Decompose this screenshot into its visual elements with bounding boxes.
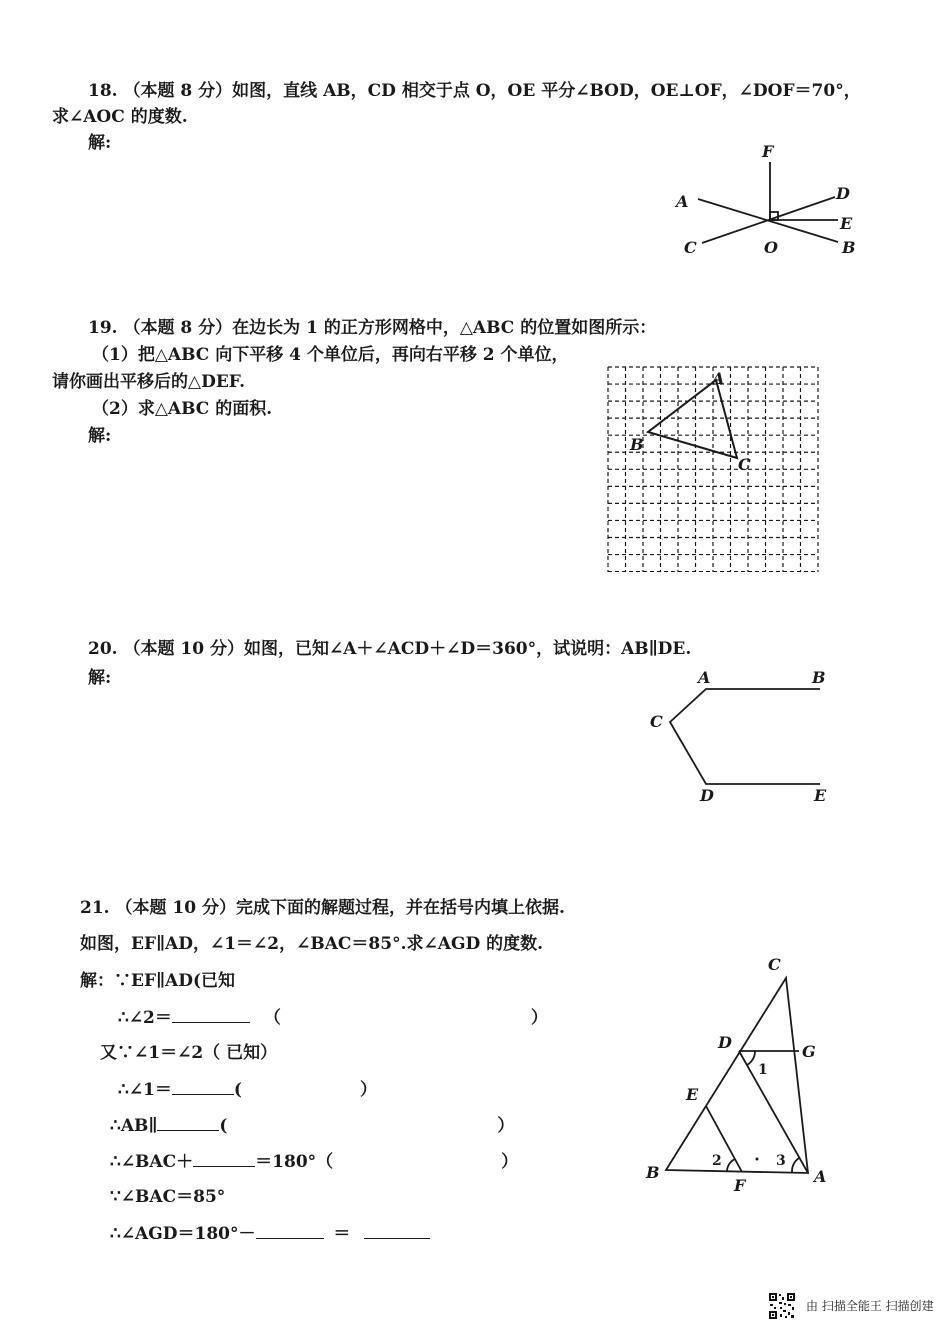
q20-label-b: B — [812, 668, 826, 687]
blank-2-angle[interactable] — [172, 1006, 250, 1023]
q21-step5 — [110, 1114, 514, 1137]
blank-4-angle[interactable] — [172, 1078, 234, 1095]
q18-label-d: D — [836, 184, 850, 203]
q21-step7: ∵∠BAC＝85° — [110, 1187, 226, 1207]
step6-text: ∴∠BAC＋ — [110, 1152, 194, 1172]
q21-step2 — [118, 1006, 548, 1029]
step6-paren-close: ） — [501, 1152, 519, 1172]
q21-label-angle-1: 1 — [758, 1062, 768, 1078]
blank-2-reason[interactable] — [281, 1007, 531, 1023]
q20-label-a: A — [698, 668, 711, 687]
step8-text: ∴∠AGD＝180°－ — [110, 1224, 256, 1244]
q19-answer-label: 解: — [88, 426, 112, 446]
blank-6-angle[interactable] — [193, 1150, 255, 1167]
step4-paren-close: ） — [359, 1080, 377, 1100]
q20-line1: 20. （本题 10 分）如图，已知∠A＋∠ACD＋∠D＝360°，试说明：AB∥DE. — [88, 639, 692, 659]
q21-label-angle-3: 3 — [776, 1153, 786, 1169]
step2-paren-open: （ — [263, 1008, 281, 1028]
blank-8-angle[interactable] — [256, 1222, 324, 1239]
step4-text: ∴∠1＝ — [118, 1080, 172, 1100]
step4-paren-open: ( — [233, 1080, 242, 1100]
scanner-footer: 由 扫描全能王 扫描创建 — [806, 1299, 934, 1313]
q20-figure — [640, 665, 840, 810]
q19-line4: （2）求△ABC 的面积. — [92, 399, 273, 419]
q20-label-c: C — [650, 712, 663, 731]
q21-line2: 如图，EF∥AD，∠1＝∠2，∠BAC＝85°.求∠AGD 的度数. — [80, 934, 544, 954]
angle-1-arc — [747, 1051, 755, 1065]
q21-label-e: E — [686, 1085, 699, 1104]
q21-step6 — [110, 1150, 518, 1173]
blank-6-reason[interactable] — [333, 1151, 501, 1167]
q18-label-a: A — [676, 192, 689, 211]
q18-line2: 求∠AOC 的度数. — [52, 107, 188, 127]
q19-line1: 19. （本题 8 分）在边长为 1 的正方形网格中，△ABC 的位置如图所示： — [88, 318, 657, 338]
q19-label-b: B — [630, 435, 644, 454]
triangle-abc — [666, 978, 808, 1173]
step5-paren-open: ( — [219, 1116, 228, 1136]
q18-figure — [670, 135, 870, 260]
step2-text: ∴∠2＝ — [118, 1008, 172, 1028]
angle-3-arc — [792, 1158, 799, 1172]
blank-5-reason[interactable] — [227, 1115, 497, 1131]
q19-line3: 请你画出平移后的△DEF. — [52, 372, 246, 392]
polyline-b-a-c-d-e — [670, 689, 820, 784]
q19-label-a: A — [712, 369, 725, 388]
q19-grid-figure — [600, 362, 830, 572]
q19-label-c: C — [738, 455, 751, 474]
blank-4-reason[interactable] — [242, 1079, 360, 1095]
q20-label-d: D — [700, 786, 714, 805]
step6-eq: ＝180°（ — [255, 1152, 334, 1172]
q21-label-a: A — [814, 1167, 827, 1186]
q20-label-e: E — [814, 786, 827, 805]
step5-paren-close: ） — [497, 1116, 515, 1136]
q21-line1: 21. （本题 10 分）完成下面的解题过程，并在括号内填上依据. — [80, 898, 565, 918]
qr-code-icon — [768, 1292, 796, 1320]
step2-paren-close: ） — [530, 1008, 548, 1028]
q21-label-c: C — [768, 955, 781, 974]
blank-5-line[interactable] — [157, 1114, 219, 1131]
q18-label-c: C — [684, 238, 697, 257]
q21-label-f: F — [734, 1176, 746, 1195]
q21-label-angle-2: 2 — [712, 1153, 722, 1169]
triangle-abc — [648, 380, 737, 458]
step5-text: ∴AB∥ — [110, 1116, 158, 1136]
q21-step3: 又∵∠1＝∠2（ 已知） — [100, 1043, 278, 1063]
q21-label-b: B — [646, 1163, 660, 1182]
q21-figure — [636, 948, 846, 1198]
q18-label-o: O — [764, 238, 778, 257]
q21-step4 — [118, 1078, 377, 1101]
q18-label-b: B — [842, 238, 856, 257]
q18-answer-label: 解: — [88, 133, 112, 153]
q21-label-g: G — [802, 1042, 816, 1061]
angle-2-arc — [727, 1159, 735, 1172]
q19-line2: （1）把△ABC 向下平移 4 个单位后，再向右平移 2 个单位， — [92, 345, 569, 365]
blank-8-result[interactable] — [364, 1222, 430, 1239]
q21-step8 — [110, 1222, 430, 1245]
segment-da — [739, 1051, 808, 1173]
q21-label-d: D — [718, 1033, 732, 1052]
q20-answer-label: 解: — [88, 668, 112, 688]
q18-label-f: F — [762, 142, 774, 161]
q21-step1: 解：∵EF∥AD(已知 — [80, 971, 236, 991]
q18-line1: 18. （本题 8 分）如图，直线 AB，CD 相交于点 O，OE 平分∠BOD，OE⊥OF，∠DOF＝70°， — [88, 81, 861, 101]
step8-eq: ＝ — [333, 1224, 351, 1244]
q18-label-e: E — [840, 214, 853, 233]
